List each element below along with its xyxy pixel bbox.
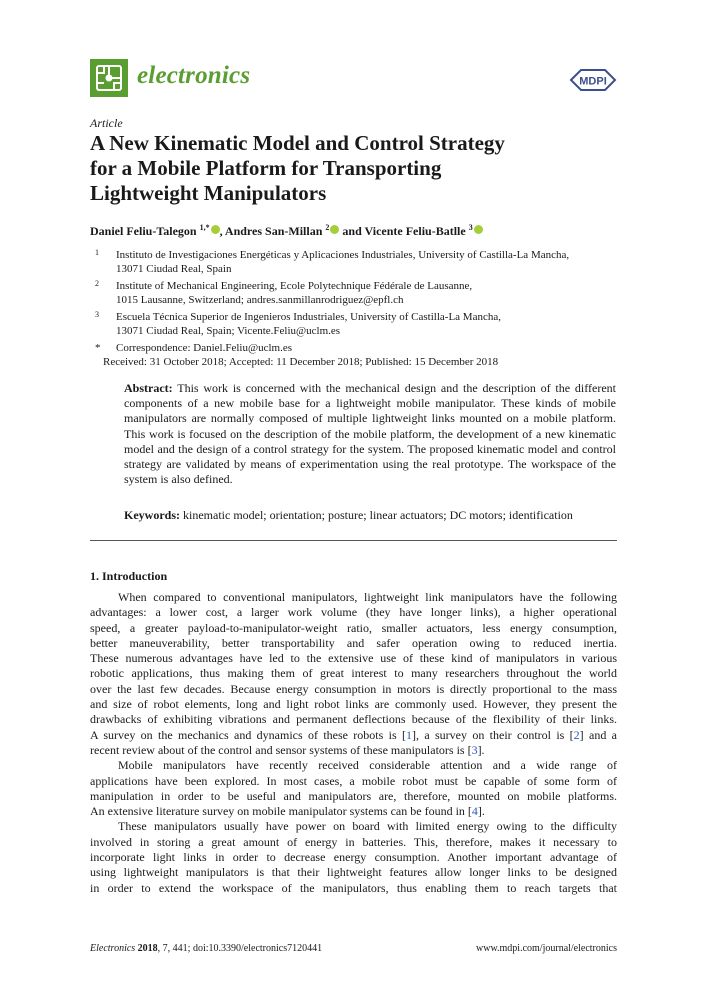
- author-affiliation-sup: 3: [468, 223, 473, 232]
- keywords: [124, 508, 573, 523]
- abstract-line: model and the design of a control strategy for the system. The proposed kinematic model and control: [124, 441, 616, 456]
- body-line: over the last few decades. Because energy consumption in motors is directly proportional to the mass: [90, 681, 617, 696]
- affiliation-item: [90, 310, 620, 338]
- body-text-fragment: A survey on the mechanics and dynamics of these robots is [: [90, 727, 406, 742]
- affiliation-line: Institute of Mechanical Engineering, Ecole Polytechnique Fédérale de Lausanne,: [116, 280, 473, 292]
- publication-dates: Received: 31 October 2018; Accepted: 11 December 2018; Published: 15 December 2018: [103, 356, 499, 368]
- body-text-fragment: ], a survey on their control is [: [412, 727, 574, 742]
- correspondence-line: Correspondence: Daniel.Feliu@uclm.es: [116, 342, 292, 354]
- body-line: and size of robot elements, long and light robot links are commonly used. However, they present the: [90, 697, 617, 712]
- body-text-fragment: ].: [477, 742, 485, 757]
- author-list: [90, 223, 483, 239]
- body-text-fragment: ].: [477, 804, 485, 819]
- body-text-fragment: An extensive literature survey on mobile manipulator systems can be found in [: [90, 804, 472, 819]
- reference-link-2[interactable]: 2: [573, 727, 580, 742]
- footer-journal: Electronics: [90, 943, 136, 954]
- abstract-text: This work is concerned with the mechanical design and the description of the different: [172, 381, 616, 395]
- affiliation-item: [90, 248, 620, 276]
- title-line: A New Kinematic Model and Control Strategy: [90, 131, 505, 155]
- section-heading: 1. Introduction: [90, 569, 168, 583]
- footer-journal-url[interactable]: www.mdpi.com/journal/electronics: [476, 943, 617, 954]
- body-line: drawbacks of exhibiting vibrations and permanent deflections because of the flexibility of their links.: [90, 712, 617, 727]
- author-name: Daniel Feliu-Talegon: [90, 224, 197, 238]
- body-line: applications have been explored. In most cases, a mobile robot must be capable of some form of: [90, 773, 617, 788]
- author-affiliation-sup: 2: [325, 223, 330, 232]
- publisher-logo-text: MDPI: [579, 75, 607, 88]
- footer-doi: , 7, 441; doi:10.3390/electronics7120441: [157, 943, 323, 954]
- body-line: manipulation in order to be useful and manipulators are, therefore, mounted on mobile platforms.: [90, 788, 617, 803]
- affiliation-line: 13071 Ciudad Real, Spain; Vicente.Feliu@uclm.es: [116, 325, 341, 337]
- abstract-line: This work is focused on the description of the mobile platform, the development of a new kinematic: [124, 426, 616, 441]
- footer-year: 2018: [135, 943, 158, 954]
- body-line: [90, 804, 617, 819]
- affiliation-number: 1: [95, 248, 99, 257]
- orcid-icon[interactable]: [211, 225, 220, 234]
- author-affiliation-sup: 1,*: [199, 223, 210, 232]
- reference-link-1[interactable]: 1: [406, 727, 412, 742]
- reference-link-4[interactable]: 4: [471, 804, 478, 819]
- body-text-fragment: ] and a: [579, 727, 617, 742]
- reference-link-3[interactable]: 3: [471, 742, 478, 757]
- abstract-line: system is also defined.: [124, 472, 233, 487]
- body-line: better maneuverability, better transportability and safer operation owing to reduced inertia.: [90, 635, 617, 650]
- title-line: Lightweight Manipulators: [90, 181, 327, 205]
- abstract-label: Abstract:: [124, 381, 173, 395]
- affiliation-item: [90, 279, 620, 307]
- title-line: for a Mobile Platform for Transporting: [90, 156, 442, 180]
- affiliation-list: [90, 248, 620, 358]
- abstract-line: components of a new mobile base for a lightweight mobile manipulator. These kinds of mobile: [124, 396, 616, 411]
- body-line: These manipulators usually have power on board with limited energy owing to the difficulty: [118, 819, 617, 834]
- body-line: robotic applications, thus making them of great interest to many researchers throughout the world: [90, 666, 617, 681]
- affiliation-number: 3: [95, 310, 99, 319]
- body-line: using lightweight manipulators is that their lightweight features allow longer links to be designed: [90, 865, 617, 880]
- correspondence-marker: *: [95, 342, 101, 354]
- mdpi-logo: [567, 66, 619, 94]
- abstract-line: [124, 381, 616, 396]
- body-line: speed, a greater payload-to-manipulator-weight ratio, smaller actuators, less energy consumption,: [90, 620, 617, 635]
- author-separator: and Vicente Feliu-Batlle: [339, 224, 466, 238]
- affiliation-number: 2: [95, 279, 99, 288]
- keywords-label: Keywords:: [124, 508, 180, 522]
- article-type: Article: [90, 116, 123, 130]
- affiliation-line: 1015 Lausanne, Switzerland; andres.sanmillanrodriguez@epfl.ch: [116, 294, 404, 306]
- body-line: Mobile manipulators have recently received considerable attention and a wide range of: [118, 758, 617, 773]
- section-divider: [90, 540, 617, 541]
- keywords-text: kinematic model; orientation; posture; linear actuators; DC motors; identification: [180, 508, 573, 522]
- affiliation-line: 13071 Ciudad Real, Spain: [116, 263, 232, 275]
- correspondence-item: [90, 341, 620, 355]
- journal-name: electronics: [137, 62, 251, 89]
- abstract-line: strategy are validated by means of experimentation using the real prototype. The workspace of the: [124, 457, 616, 472]
- body-line: incorporate light links in order to decrease energy consumption. Another important advantage of: [90, 850, 617, 865]
- body-line: advantages: a lower cost, a larger work volume (they have longer links), a higher operational: [90, 605, 617, 620]
- abstract-line: manipulators are normally composed of multiple lightweight links mounted on a mobile platform.: [124, 411, 616, 426]
- footer-citation: [90, 943, 322, 954]
- abstract: [124, 381, 616, 487]
- body-text: [90, 590, 617, 896]
- body-line: When compared to conventional manipulators, lightweight link manipulators have the following: [118, 590, 617, 604]
- body-line: involved in storing a great amount of energy in batteries. This, therefore, makes it necessary to: [90, 834, 617, 849]
- affiliation-line: Escuela Técnica Superior de Ingenieros Industriales, University of Castilla-La Mancha,: [116, 311, 501, 323]
- journal-logo-icon: [90, 59, 128, 97]
- body-line: in order to extend the workspace of the manipulators, thus enabling them to reach targets that: [90, 880, 617, 895]
- body-line: [90, 743, 617, 758]
- affiliation-line: Instituto de Investigaciones Energéticas y Aplicaciones Industriales, University of Castilla-La Mancha,: [116, 249, 570, 261]
- body-text-fragment: recent review about of the control and sensor systems of these manipulators is [: [90, 742, 472, 757]
- paper-title: [90, 131, 610, 206]
- body-line: These numerous advantages have led to the extensive use of these kind of manipulators in various: [90, 651, 617, 666]
- body-line: [90, 728, 617, 743]
- orcid-icon[interactable]: [474, 225, 483, 234]
- author-separator: , Andres San-Millan: [219, 224, 323, 238]
